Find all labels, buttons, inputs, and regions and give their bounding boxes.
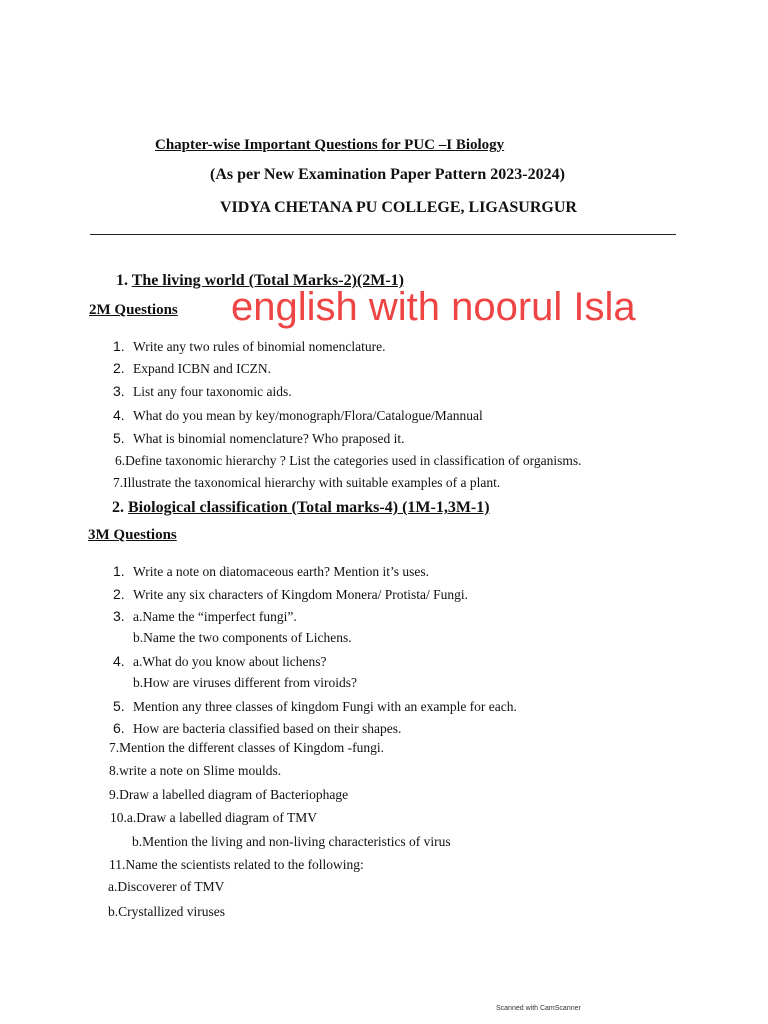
list-item: 10.a.Draw a labelled diagram of TMV — [110, 810, 318, 825]
header-divider — [90, 234, 676, 235]
list-item: 7.Illustrate the taxonomical hierarchy with suitable examples of a plant. — [113, 475, 501, 490]
list-item: 2. Expand ICBN and ICZN. — [113, 360, 271, 376]
section-1-title: The living world (Total Marks-2)(2M-1) — [131, 272, 404, 289]
list-item: 1. Write any two rules of binomial nomenclature. — [113, 338, 386, 354]
section-1-subheading: 2M Questions — [89, 302, 178, 318]
section-2-title: Biological classification (Total marks-4) (1M-1,3M-1) — [128, 499, 490, 516]
section-2-heading — [112, 499, 490, 517]
watermark-text: english with noorul Isla — [231, 285, 636, 329]
list-item: 7.Mention the different classes of Kingdom -fungi. — [109, 740, 384, 755]
section-2-number: 2. — [112, 499, 124, 516]
college-name: VIDYA CHETANA PU COLLEGE, LIGASURGUR — [220, 199, 577, 216]
list-item: 4. What do you mean by key/monograph/Flora/Catalogue/Mannual — [113, 407, 483, 423]
list-item: b.Mention the living and non-living characteristics of virus — [132, 834, 451, 849]
list-item: 2. Write any six characters of Kingdom Monera/ Protista/ Fungi. — [113, 586, 469, 602]
list-item: 5. Mention any three classes of kingdom Fungi with an example for each. — [113, 698, 517, 714]
section-1-number: 1. — [116, 272, 128, 289]
document-title: Chapter-wise Important Questions for PUC –I Biology — [155, 137, 505, 153]
list-item: 9.Draw a labelled diagram of Bacteriophage — [109, 787, 349, 802]
list-item: 3. List any four taxonomic aids. — [113, 383, 292, 399]
list-item: 11.Name the scientists related to the following: — [109, 857, 364, 872]
list-item: a.Discoverer of TMV — [108, 879, 225, 894]
list-item: b.How are viruses different from viroids? — [133, 675, 357, 690]
list-item: 4. a.What do you know about lichens? — [113, 653, 327, 669]
list-item: 8.write a note on Slime moulds. — [109, 763, 282, 778]
section-2-subheading: 3M Questions — [88, 527, 177, 543]
list-item: 1. Write a note on diatomaceous earth? Mention it’s uses. — [113, 563, 429, 579]
list-item: b.Name the two components of Lichens. — [133, 630, 352, 645]
list-item: 6. How are bacteria classified based on their shapes. — [113, 720, 402, 736]
list-item: 3. a.Name the “imperfect fungi”. — [113, 608, 297, 624]
list-item: 6.Define taxonomic hierarchy ? List the categories used in classification of organisms. — [115, 453, 582, 468]
document-subtitle: (As per New Examination Paper Pattern 2023-2024) — [210, 166, 565, 183]
list-item: b.Crystallized viruses — [108, 904, 225, 919]
scanner-footer: Scanned with CamScanner — [496, 1005, 581, 1012]
list-item: 5. What is binomial nomenclature? Who praposed it. — [113, 430, 405, 446]
